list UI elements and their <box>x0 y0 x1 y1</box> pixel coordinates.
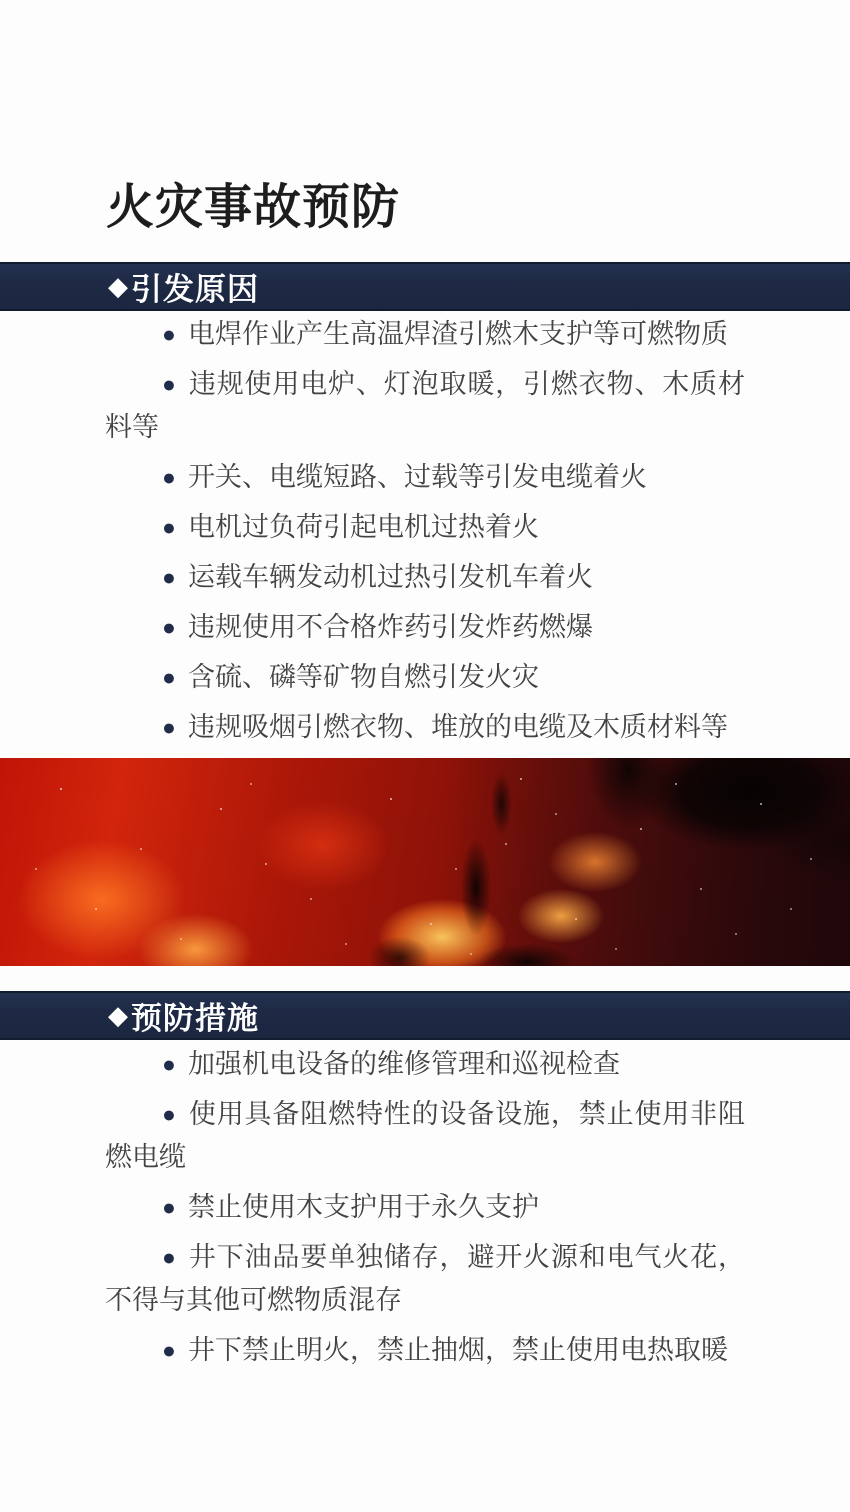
bullet-icon: ● <box>162 1244 176 1270</box>
bullet-icon: ● <box>162 1051 176 1077</box>
list-item <box>105 1329 745 1372</box>
section-banner-causes <box>0 262 850 311</box>
list-item-text: 违规使用不合格炸药引发炸药燃爆 <box>188 612 593 642</box>
list-item-text: 开关、电缆短路、过载等引发电缆着火 <box>188 462 647 492</box>
section-heading-text: 引发原因 <box>131 272 259 307</box>
list-item <box>105 706 745 749</box>
list-item <box>105 1043 745 1086</box>
list-item <box>105 656 745 699</box>
bullet-icon: ● <box>162 371 176 397</box>
section-heading-text: 预防措施 <box>131 1001 259 1036</box>
list-item-text: 违规使用电炉、灯泡取暖，引燃衣物、木质材料等 <box>105 369 745 442</box>
list-item <box>105 1186 745 1229</box>
bullet-icon: ● <box>162 614 176 640</box>
list-item-text: 电焊作业产生高温焊渣引燃木支护等可燃物质 <box>188 319 728 349</box>
list-item-text: 电机过负荷引起电机过热着火 <box>188 512 539 542</box>
list-item-text: 井下油品要单独储存，避开火源和电气火花，不得与其他可燃物质混存 <box>105 1242 745 1315</box>
bullet-icon: ● <box>162 1337 176 1363</box>
list-item <box>105 1236 745 1322</box>
list-item <box>105 313 745 356</box>
list-item <box>105 556 745 599</box>
list-item-text: 加强机电设备的维修管理和巡视检查 <box>188 1049 620 1079</box>
page-title: 火灾事故预防 <box>106 181 401 234</box>
list-item <box>105 606 745 649</box>
diamond-icon: ◆ <box>108 1000 129 1030</box>
bullet-icon: ● <box>162 514 176 540</box>
section-banner-prevention <box>0 991 850 1040</box>
list-item-text: 禁止使用木支护用于永久支护 <box>188 1192 539 1222</box>
list-item-text: 井下禁止明火，禁止抽烟，禁止使用电热取暖 <box>188 1335 728 1365</box>
bullet-icon: ● <box>162 321 176 347</box>
list-item <box>105 506 745 549</box>
bullet-icon: ● <box>162 564 176 590</box>
causes-list <box>105 313 745 756</box>
list-item <box>105 363 745 449</box>
prevention-list <box>105 1043 745 1379</box>
section-heading-prevention <box>0 993 259 1038</box>
list-item-text: 违规吸烟引燃衣物、堆放的电缆及木质材料等 <box>188 712 728 742</box>
list-item-text: 使用具备阻燃特性的设备设施，禁止使用非阻燃电缆 <box>105 1099 745 1172</box>
bullet-icon: ● <box>162 664 176 690</box>
list-item <box>105 1093 745 1179</box>
list-item-text: 含硫、磷等矿物自燃引发火灾 <box>188 662 539 692</box>
bullet-icon: ● <box>162 1101 176 1127</box>
list-item <box>105 456 745 499</box>
bullet-icon: ● <box>162 1194 176 1220</box>
diamond-icon: ◆ <box>108 271 129 301</box>
list-item-text: 运载车辆发动机过热引发机车着火 <box>188 562 593 592</box>
section-heading-causes <box>0 264 259 309</box>
bullet-icon: ● <box>162 464 176 490</box>
fire-photo <box>0 758 850 966</box>
bullet-icon: ● <box>162 714 176 740</box>
